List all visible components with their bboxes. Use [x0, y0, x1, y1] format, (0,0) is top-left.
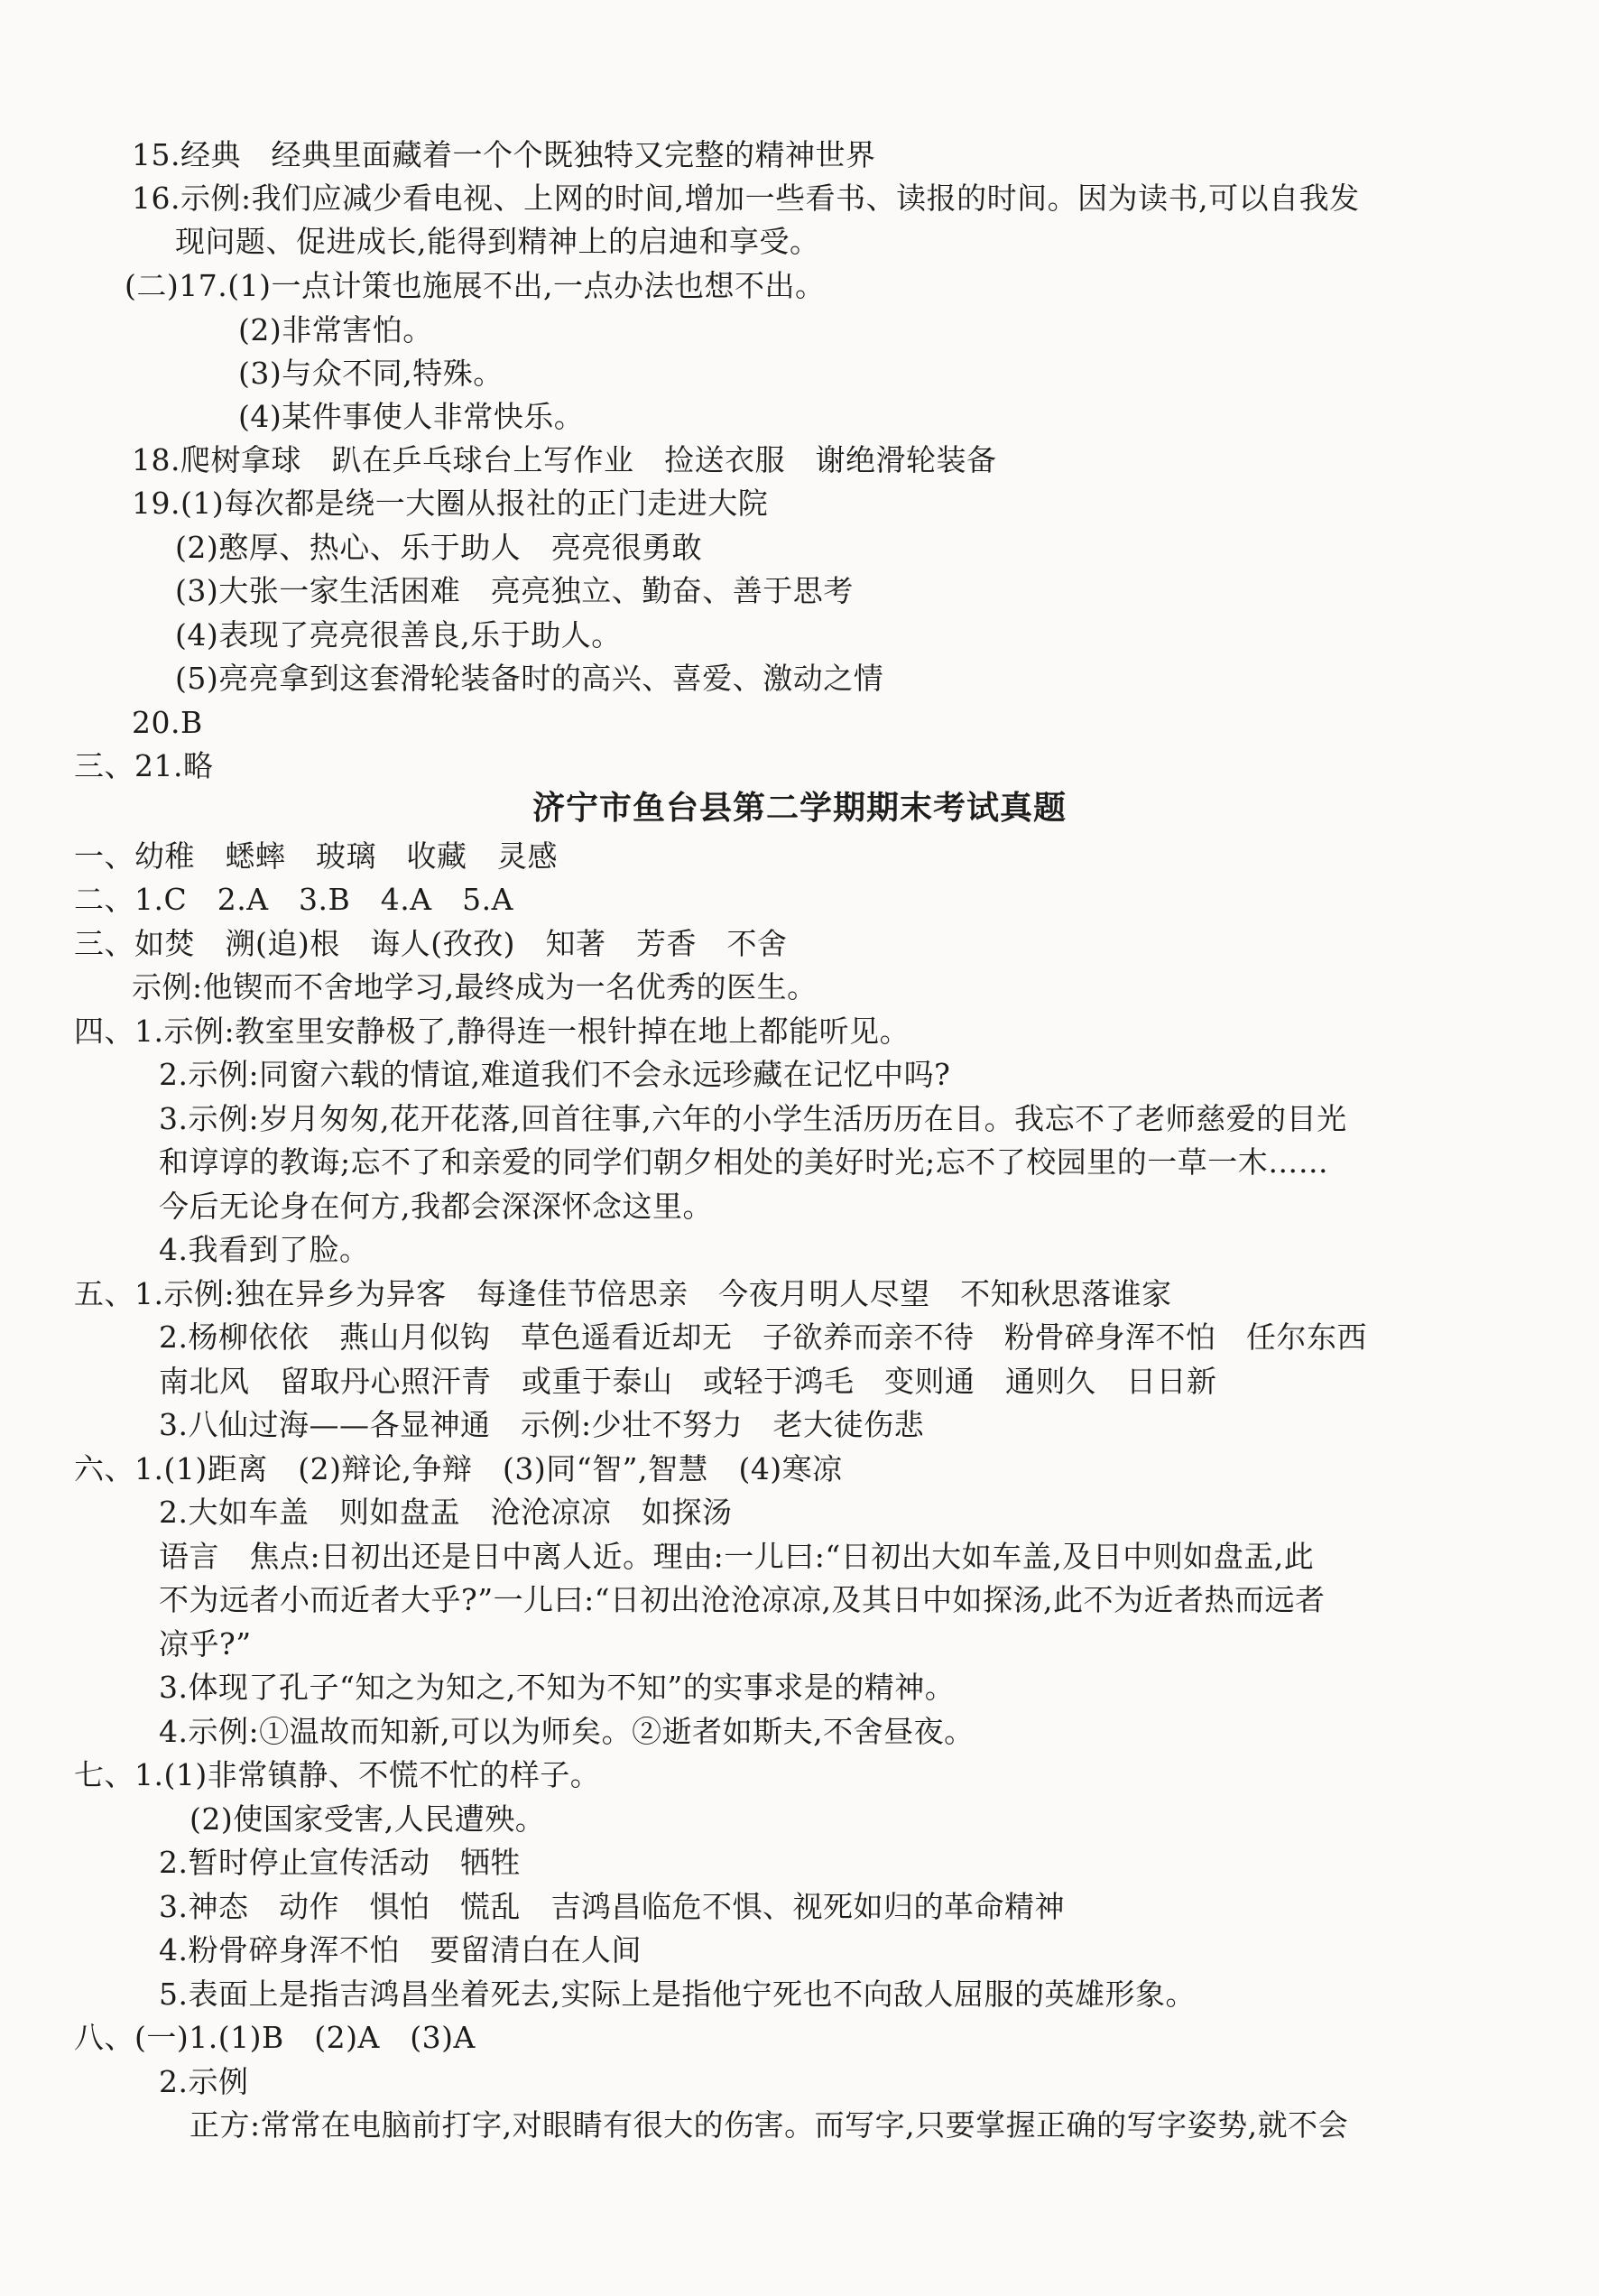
text-line: 凉乎?”	[159, 1626, 252, 1662]
text-line: 五、1.示例:独在异乡为异客 每逢佳节倍思亲 今夜月明人尽望 不知秋思落谁家	[74, 1276, 1172, 1311]
text-line: 2.示例	[159, 2064, 249, 2099]
text-line: (5)亮亮拿到这套滑轮装备时的高兴、喜爱、激动之情	[175, 661, 884, 696]
section-title: 济宁市鱼台县第二学期期末考试真题	[531, 790, 1067, 827]
text-line: 2.大如车盖 则如盘盂 沧沧凉凉 如探汤	[159, 1495, 733, 1530]
text-line: (二)17.(1)一点计策也施展不出,一点办法也想不出。	[125, 268, 826, 303]
text-line: (2)憨厚、热心、乐于助人 亮亮很勇敢	[175, 530, 703, 565]
text-line: (3)大张一家生活困难 亮亮独立、勤奋、善于思考	[175, 573, 854, 608]
text-line: 18.爬树拿球 趴在乒乓球台上写作业 捡送衣服 谢绝滑轮装备	[132, 442, 997, 477]
text-line: 19.(1)每次都是绕一大圈从报社的正门走进大院	[132, 486, 769, 521]
text-line: 2.示例:同窗六载的情谊,难道我们不会永远珍藏在记忆中吗?	[159, 1057, 951, 1092]
text-line: 20.B	[132, 705, 203, 740]
text-line: 语言 焦点:日初出还是日中离人近。理由:一儿曰:“日初出大如车盖,及日中则如盘盂,此	[159, 1539, 1315, 1574]
text-line: 示例:他锲而不舍地学习,最终成为一名优秀的医生。	[132, 969, 818, 1004]
text-line: 三、如焚 溯(追)根 诲人(孜孜) 知著 芳香 不舍	[74, 926, 788, 961]
text-line: 一、幼稚 蟋蟀 玻璃 收藏 灵感	[74, 838, 558, 874]
text-line: 正方:常常在电脑前打字,对眼睛有很大的伤害。而写字,只要掌握正确的写字姿势,就不会	[189, 2107, 1349, 2143]
text-line: 16.示例:我们应减少看电视、上网的时间,增加一些看书、读报的时间。因为读书,可以自我发	[132, 181, 1360, 216]
text-line: 4.我看到了脸。	[159, 1232, 370, 1267]
text-line: 2.杨柳依依 燕山月似钩 草色遥看近却无 子欲养而亲不待 粉骨碎身浑不怕 任尔东西	[159, 1319, 1367, 1355]
text-line: (2)使国家受害,人民遭殃。	[189, 1801, 546, 1837]
text-line: 3.体现了孔子“知之为知之,不知为不知”的实事求是的精神。	[159, 1670, 956, 1705]
text-line: 现问题、促进成长,能得到精神上的启迪和享受。	[175, 224, 820, 259]
text-line: 4.粉骨碎身浑不怕 要留清白在人间	[159, 1932, 642, 1967]
text-line: 5.表面上是指吉鸿昌坐着死去,实际上是指他宁死也不向敌人屈服的英雄形象。	[159, 1977, 1196, 2012]
text-line: (4)某件事使人非常快乐。	[238, 399, 585, 434]
text-line: 4.示例:①温故而知新,可以为师矣。②逝者如斯夫,不舍昼夜。	[159, 1714, 975, 1749]
text-line: (3)与众不同,特殊。	[238, 356, 504, 391]
text-line: (4)表现了亮亮很善良,乐于助人。	[175, 617, 622, 653]
text-line: 七、1.(1)非常镇静、不慌不忙的样子。	[74, 1757, 601, 1792]
text-line: 二、1.C 2.A 3.B 4.A 5.A	[74, 882, 513, 917]
text-line: 不为远者小而近者大乎?”一儿曰:“日初出沧沧凉凉,及其日中如探汤,此不为近者热而远者	[159, 1582, 1326, 1617]
text-line: 和谆谆的教诲;忘不了和亲爱的同学们朝夕相处的美好时光;忘不了校园里的一草一木……	[159, 1144, 1329, 1180]
text-line: 2.暂时停止宣传活动 牺牲	[159, 1845, 521, 1880]
text-line: 四、1.示例:教室里安静极了,静得连一根针掉在地上都能听见。	[74, 1014, 910, 1049]
text-line: 八、(一)1.(1)B (2)A (3)A	[74, 2020, 476, 2055]
text-line: 南北风 留取丹心照汗青 或重于泰山 或轻于鸿毛 变则通 通则久 日日新	[159, 1364, 1217, 1399]
text-line: 三、21.略	[74, 748, 214, 783]
text-line: 3.八仙过海——各显神通 示例:少壮不努力 老大徒伤悲	[159, 1407, 925, 1442]
text-line: 3.示例:岁月匆匆,花开花落,回首往事,六年的小学生活历历在目。我忘不了老师慈爱的目光	[159, 1101, 1347, 1136]
text-line: 15.经典 经典里面藏着一个个既独特又完整的精神世界	[132, 137, 876, 172]
text-line: 六、1.(1)距离 (2)辩论,争辩 (3)同“智”,智慧 (4)寒凉	[74, 1451, 843, 1486]
text-line: 3.神态 动作 惧怕 慌乱 吉鸿昌临危不惧、视死如归的革命精神	[159, 1889, 1065, 1924]
text-line: 今后无论身在何方,我都会深深怀念这里。	[159, 1189, 713, 1224]
text-line: (2)非常害怕。	[238, 312, 433, 347]
